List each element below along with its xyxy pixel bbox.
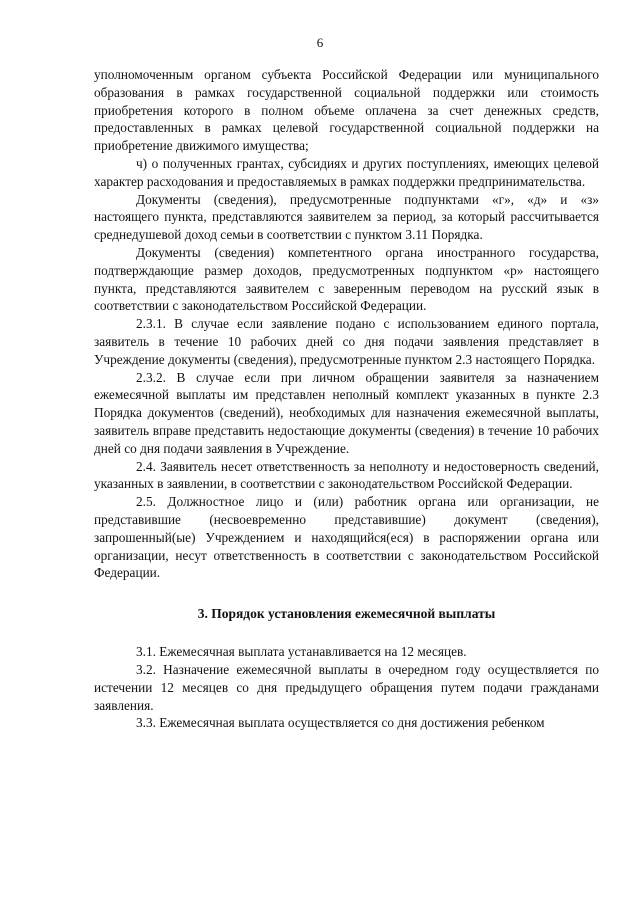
document-body: [94, 66, 599, 732]
paragraph-item-ch: ч) о полученных грантах, субсидиях и других поступлениях, имеющих целевой характер расходования и предоставляемых в рамках поддержки предпринимательства.: [94, 155, 599, 189]
paragraph-3-3: 3.3. Ежемесячная выплата осуществляется со дня достижения ребенком: [136, 715, 545, 731]
paragraph-2-3-1: 2.3.1. В случае если заявление подано с использованием единого портала, заявитель в течение 10 рабочих дней со дня подачи заявления представляет в Учреждение документы (сведения), предусмотренные пунктом 2.3 настоящего Порядка.: [94, 316, 599, 367]
paragraph-documents-period: Документы (сведения), предусмотренные подпунктами «г», «д» и «з» настоящего пункта, представляются заявителем за период, за который рассчитывается среднедушевой доход семьи в соответствии с пунктом 3.11 Порядка.: [94, 191, 599, 243]
paragraph-foreign-documents: Документы (сведения) компетентного органа иностранного государства, подтверждающие размер доходов, предусмотренных подпунктом «р» настоящего пункта, представляются заявителем с заверенным переводом на русский язык в соответствии с законодательством Российской Федерации.: [94, 244, 599, 314]
paragraph-continuation: уполномоченным органом субъекта Российской Федерации или муниципального образования в рамках государственной социальной поддержки или стоимость приобретения которого в полном объеме оплачена за счет денежных средств, предоставленных в рамках целевой государственной социальной поддержки на приобретение движимого имущества;: [94, 67, 599, 154]
paragraph-3-1: 3.1. Ежемесячная выплата устанавливается на 12 месяцев.: [136, 644, 467, 660]
paragraph-3-2: 3.2. Назначение ежемесячной выплаты в очередном году осуществляется по истечении 12 месяцев со дня предыдущего обращения путем подачи гражданами заявления.: [94, 661, 599, 713]
section-heading: 3. Порядок установления ежемесячной выплаты: [197, 606, 496, 622]
paragraph-2-3-2: 2.3.2. В случае если при личном обращении заявителя за назначением ежемесячной выплаты им представлен неполный комплект указанных в пункте 2.3 Порядка документов (сведений), необходимых для назначения ежемесячной выплаты, заявитель вправе представить недостающие документы (сведения) в течение 10 рабочих дней со дня подачи заявления в Учреждение.: [94, 369, 599, 456]
paragraph-2-4: 2.4. Заявитель несет ответственность за неполноту и недостоверность сведений, указанных в заявлении, в соответствии с законодательством Российской Федерации.: [94, 458, 599, 492]
paragraph-2-5: 2.5. Должностное лицо и (или) работник органа или организации, не представившие (несвоевременно представившие) документ (сведения), запрошенный(ые) Учреждением и находящийся(еся) в распоряжении органа или организации, несут ответственность в соответствии с законодательством Российской Федерации.: [94, 494, 599, 581]
page-number: 6: [316, 35, 324, 50]
